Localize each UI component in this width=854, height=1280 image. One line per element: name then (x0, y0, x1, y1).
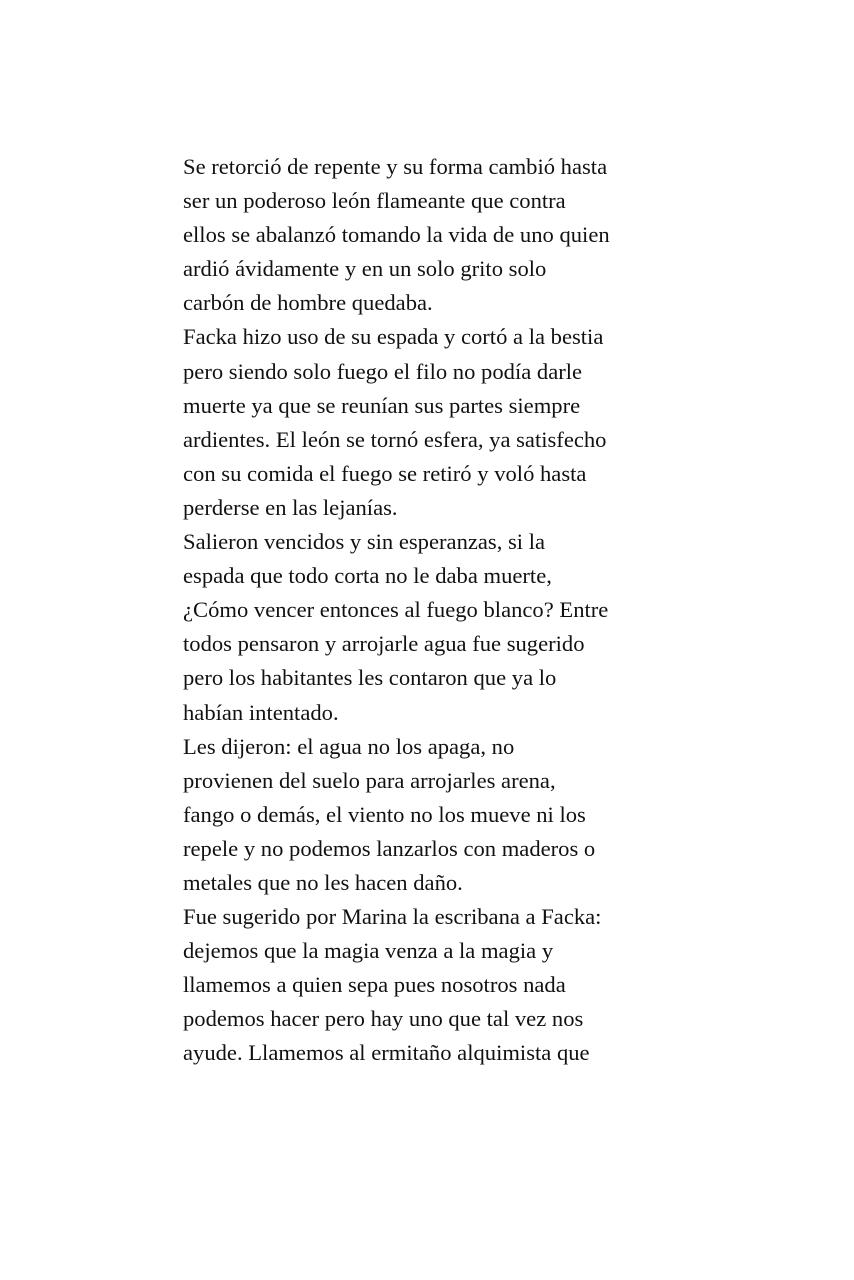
text-line: llamemos a quien sepa pues nosotros nada (183, 972, 566, 998)
text-line: todos pensaron y arrojarle agua fue sugerido (183, 631, 585, 657)
text-line: pero siendo solo fuego el filo no podía darle (183, 358, 583, 384)
text-line: provienen del suelo para arrojarles arena, (183, 767, 556, 793)
text-line: pero los habitantes les contaron que ya lo (183, 665, 557, 691)
text-line: ¿Cómo vencer entonces al fuego blanco? Entre (183, 597, 609, 623)
text-line: ellos se abalanzó tomando la vida de uno quien (183, 222, 610, 248)
text-line: Les dijeron: el agua no los apaga, no (183, 733, 515, 759)
body-text (183, 150, 683, 1071)
text-line: Facka hizo uso de su espada y cortó a la bestia (183, 324, 604, 350)
text-line: ayude. Llamemos al ermitaño alquimista que (183, 1040, 590, 1066)
text-line: habían intentado. (183, 699, 339, 725)
text-line: metales que no les hacen daño. (183, 869, 463, 895)
text-line: fango o demás, el viento no los mueve ni los (183, 801, 586, 827)
text-line: ser un poderoso león flameante que contra (183, 188, 566, 214)
text-line: Se retorció de repente y su forma cambió hasta (183, 154, 608, 179)
text-line: dejemos que la magia venza a la magia y (183, 938, 554, 964)
text-line: repele y no podemos lanzarlos con maderos o (183, 835, 596, 861)
text-line: ardientes. El león se tornó esfera, ya satisfecho (183, 426, 607, 452)
text-line: podemos hacer pero hay uno que tal vez nos (183, 1006, 584, 1032)
text-line: carbón de hombre quedaba. (183, 290, 433, 316)
text-line: espada que todo corta no le daba muerte, (183, 563, 552, 589)
text-line: ardió ávidamente y en un solo grito solo (183, 256, 547, 282)
text-line: Fue sugerido por Marina la escribana a Facka: (183, 904, 602, 930)
text-line: Salieron vencidos y sin esperanzas, si la (183, 529, 546, 555)
text-line: con su comida el fuego se retiró y voló hasta (183, 460, 587, 486)
text-line: perderse en las lejanías. (183, 494, 398, 520)
text-line: muerte ya que se reunían sus partes siempre (183, 392, 581, 418)
